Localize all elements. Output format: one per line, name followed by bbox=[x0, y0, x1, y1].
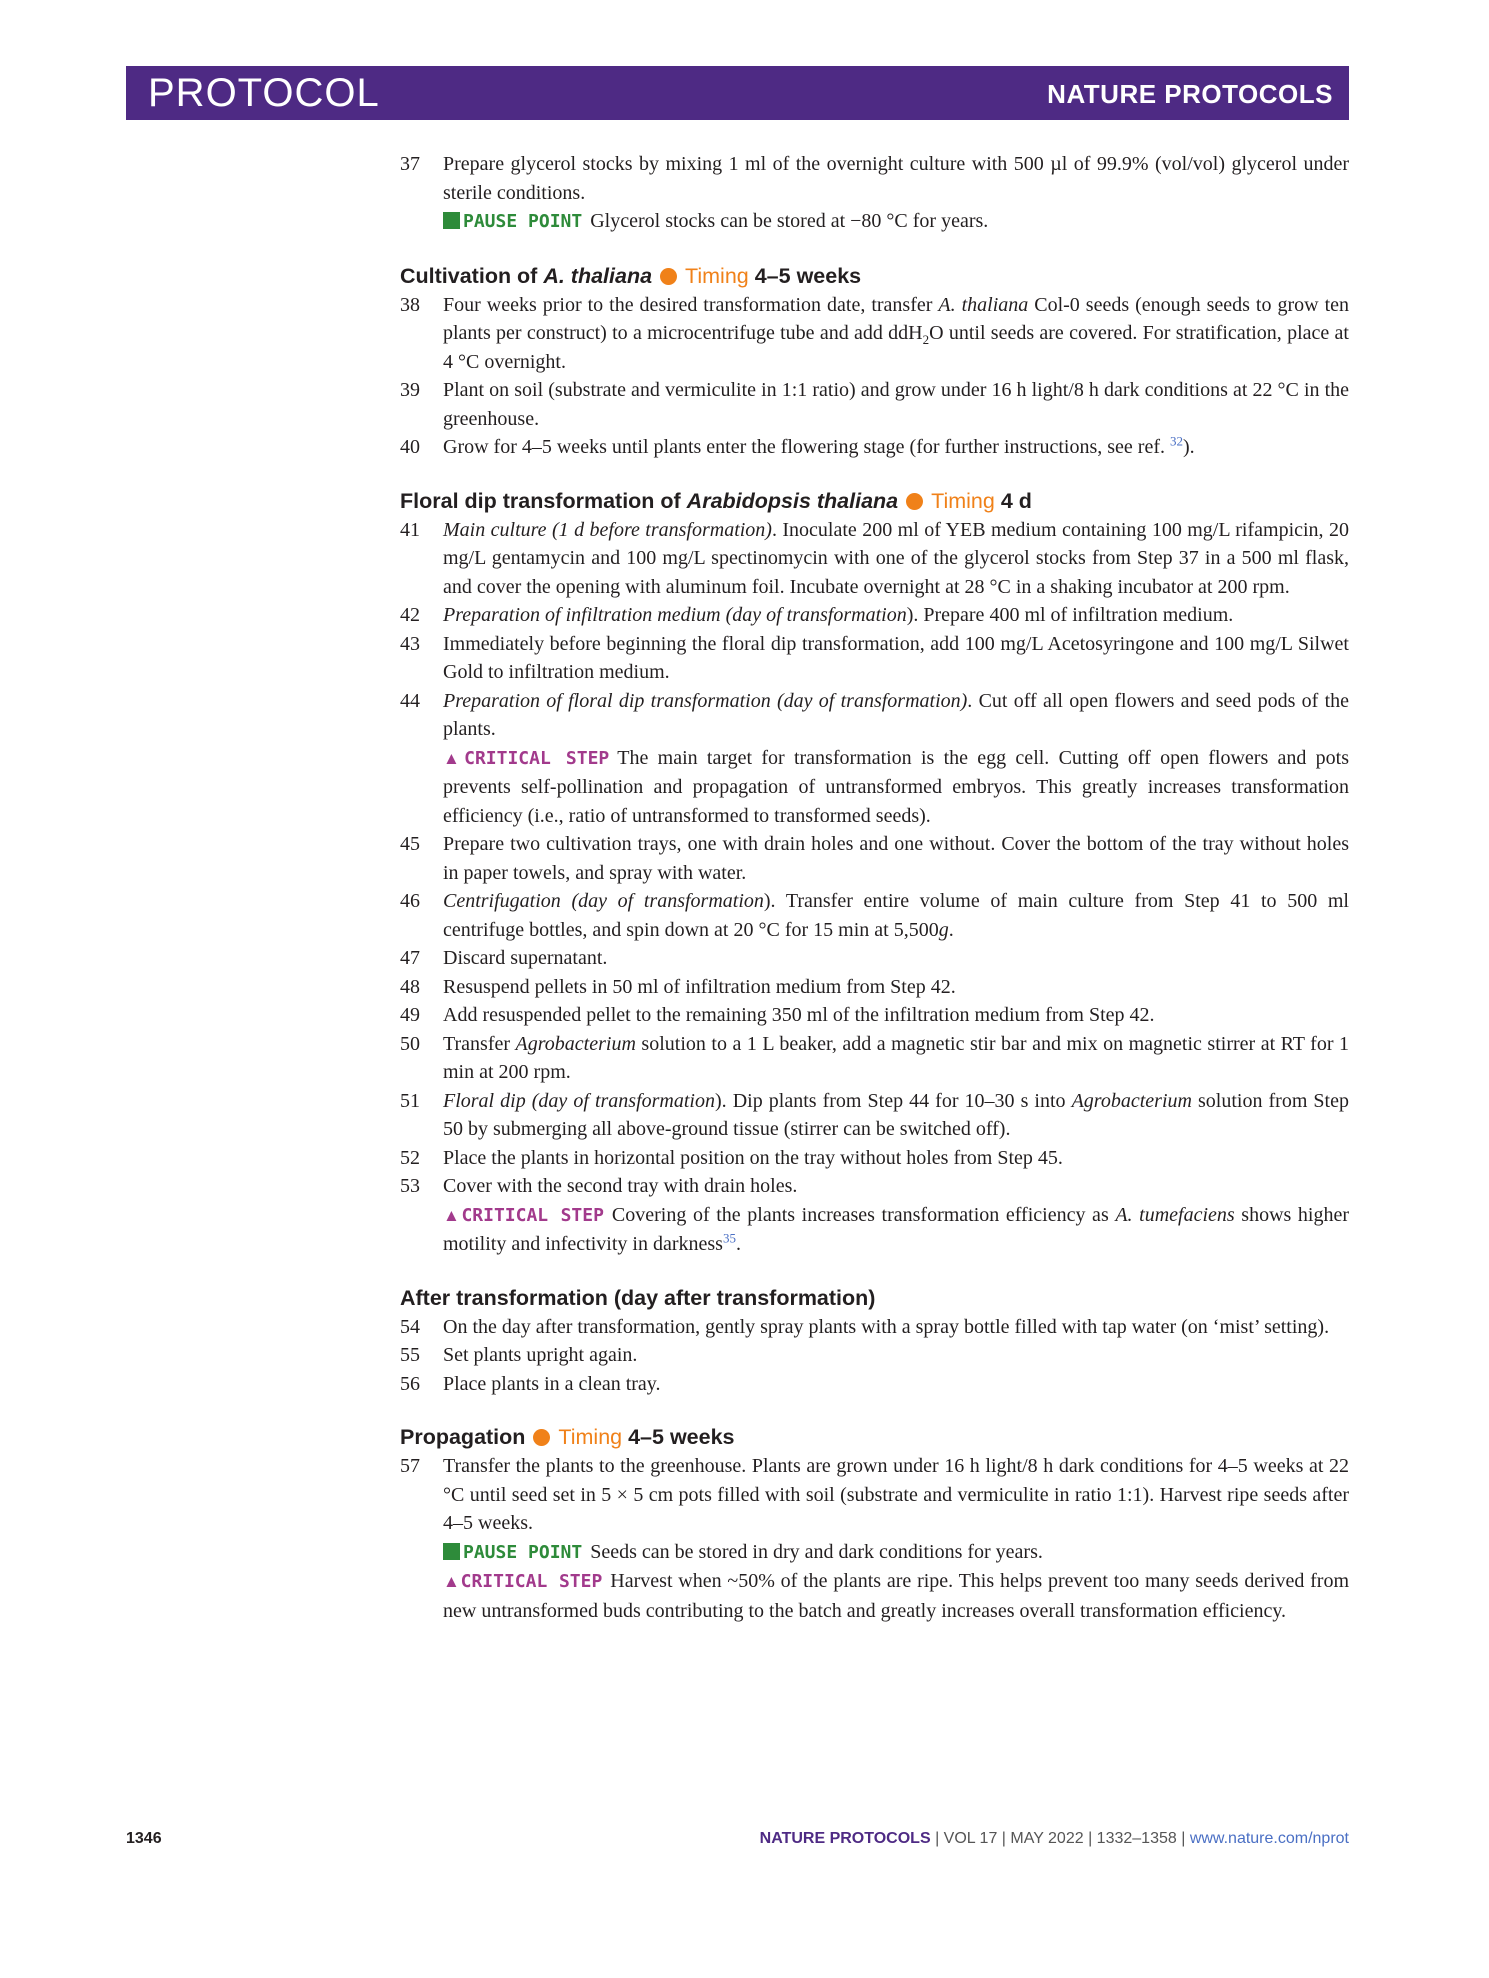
step-text: . Cut off all open flowers and seed pods of the plants. bbox=[443, 689, 1350, 740]
species-name: A. tumefaciens bbox=[1115, 1203, 1235, 1226]
step-title: Main culture (1 d before transformation) bbox=[443, 518, 772, 541]
step-text: Set plants upright again. bbox=[443, 1344, 638, 1366]
step-number: 57 bbox=[400, 1455, 420, 1477]
step-title: Preparation of infiltration medium (day of transformation bbox=[443, 604, 907, 626]
heading-text: Propagation bbox=[400, 1425, 526, 1449]
step-47 bbox=[400, 944, 1349, 973]
critical-triangle-icon: ▲ bbox=[443, 1205, 462, 1225]
step-54 bbox=[400, 1313, 1349, 1342]
step-53 bbox=[400, 1172, 1349, 1201]
step-text: ). Prepare 400 ml of infiltration medium. bbox=[906, 604, 1234, 626]
timing-label: Timing bbox=[931, 488, 995, 513]
timing-duration: 4–5 weeks bbox=[628, 1425, 735, 1449]
heading-species: A. thaliana bbox=[543, 263, 653, 288]
critical-step-53 bbox=[400, 1201, 1349, 1259]
pause-point-label: PAUSE POINT bbox=[463, 211, 583, 232]
critical-step-57 bbox=[400, 1567, 1349, 1625]
step-38 bbox=[400, 291, 1349, 377]
step-number: 40 bbox=[400, 436, 420, 458]
critical-triangle-icon: ▲ bbox=[443, 748, 465, 768]
step-number: 48 bbox=[400, 975, 420, 998]
step-text: ). Dip plants from Step 44 for 10–30 s into bbox=[715, 1089, 1072, 1112]
step-55 bbox=[400, 1341, 1349, 1370]
step-number: 39 bbox=[400, 379, 420, 401]
critical-step-text: Covering of the plants increases transformation efficiency as bbox=[611, 1203, 1116, 1226]
pause-point-text: Seeds can be stored in dry and dark conditions for years. bbox=[590, 1540, 1043, 1563]
footer-separator: | bbox=[997, 1830, 1011, 1847]
heading-species: Arabidopsis thaliana bbox=[686, 488, 899, 513]
step-text: Cover with the second tray with drain holes. bbox=[443, 1175, 798, 1197]
step-57 bbox=[400, 1452, 1349, 1538]
step-46 bbox=[400, 887, 1349, 944]
step-text: Resuspend pellets in 50 ml of infiltration medium from Step 42. bbox=[443, 975, 956, 998]
step-title: Centrifugation (day of transformation bbox=[443, 890, 764, 912]
footer-separator: | bbox=[1083, 1830, 1097, 1847]
critical-step-text: . bbox=[735, 1233, 741, 1255]
timing-label: Timing bbox=[685, 263, 749, 288]
pause-point-icon bbox=[443, 212, 460, 229]
step-text: ). Transfer entire volume of main culture from Step 41 to 500 ml centrifuge bottles, and spin down at 20 °C for 15 min at 5,500 bbox=[443, 890, 1349, 941]
timing-dot-icon bbox=[660, 268, 677, 285]
species-name: A. thaliana bbox=[938, 293, 1029, 316]
heading-text: After transformation (day after transformation) bbox=[400, 1285, 876, 1310]
timing-dot-icon bbox=[533, 1429, 550, 1446]
section-label: PROTOCOL bbox=[148, 71, 380, 115]
footer-date: MAY 2022 bbox=[1010, 1830, 1084, 1847]
main-content bbox=[400, 150, 1349, 1625]
critical-step-text: Harvest when ~50% of the plants are ripe. This helps prevent too many seeds derived from new untransformed buds contributing to the batch and greatly increases overall transformation efficiency. bbox=[443, 1570, 1349, 1622]
step-text: On the day after transformation, gently spray plants with a spray bottle filled with tap water (on ‘mist’ setting). bbox=[443, 1315, 1330, 1338]
step-44 bbox=[400, 687, 1349, 744]
unit-g: g bbox=[938, 918, 949, 941]
footer-separator: | bbox=[1176, 1830, 1190, 1847]
step-42 bbox=[400, 601, 1349, 630]
timing-dot-icon bbox=[906, 493, 923, 510]
step-text: solution from Step 50 by submerging all above-ground tissue (stirrer can be switched off). bbox=[443, 1089, 1349, 1140]
step-text: . Inoculate 200 ml of YEB medium containing 100 mg/L rifampicin, 20 mg/L gentamycin and 100 mg/L spectinomycin with one of the glycerol stocks from Step 37 in a 500 ml flask, and cover the opening with aluminum foil. Incubate overnight at 28 °C in a shaking incubator at 200 rpm. bbox=[443, 518, 1349, 598]
step-number: 51 bbox=[400, 1089, 420, 1112]
step-text: Plant on soil (substrate and vermiculite in 1:1 ratio) and grow under 16 h light/8 h dark conditions at 22 °C in the greenhouse. bbox=[443, 379, 1349, 430]
step-41 bbox=[400, 516, 1349, 602]
pause-point-label: PAUSE POINT bbox=[463, 1541, 583, 1563]
step-39 bbox=[400, 376, 1349, 433]
heading-text: Cultivation of bbox=[400, 263, 544, 288]
species-name: Agrobacterium bbox=[515, 1032, 636, 1055]
step-text: Transfer bbox=[443, 1032, 516, 1055]
species-name: Agrobacterium bbox=[1071, 1089, 1192, 1112]
step-37 bbox=[400, 150, 1349, 207]
critical-step-text: shows higher motility and infectivity in darkness bbox=[443, 1203, 1349, 1255]
step-text: Add resuspended pellet to the remaining 350 ml of the infiltration medium from Step 42. bbox=[443, 1004, 1155, 1026]
step-number: 50 bbox=[400, 1032, 420, 1055]
critical-step-text: The main target for transformation is the egg cell. Cutting off open flowers and pots prevents self-pollination and propagation of untransformed embryos. This greatly increases transformation efficiency (i.e., ratio of untransformed to transformed seeds). bbox=[443, 746, 1349, 827]
step-number: 45 bbox=[400, 833, 420, 855]
step-number: 49 bbox=[400, 1004, 420, 1026]
step-number: 37 bbox=[400, 153, 420, 175]
header-banner bbox=[126, 66, 1349, 120]
subscript: 2 bbox=[922, 332, 930, 347]
step-51 bbox=[400, 1087, 1349, 1144]
step-56 bbox=[400, 1370, 1349, 1399]
step-number: 55 bbox=[400, 1344, 420, 1366]
step-52 bbox=[400, 1144, 1349, 1173]
journal-label: NATURE PROTOCOLS bbox=[1047, 79, 1333, 109]
step-number: 47 bbox=[400, 947, 420, 969]
timing-duration: 4–5 weeks bbox=[754, 263, 862, 288]
footer-volume: VOL 17 bbox=[943, 1830, 998, 1847]
step-text: Prepare two cultivation trays, one with drain holes and one without. Cover the bottom of the tray without holes in paper towels, and spray with water. bbox=[443, 833, 1349, 884]
section-heading-floral-dip bbox=[400, 486, 1349, 516]
step-number: 53 bbox=[400, 1175, 420, 1197]
step-text: Col-0 seeds (enough seeds to grow ten plants per construct) to a microcentrifuge tube and add ddH bbox=[443, 293, 1349, 344]
step-text: Place plants in a clean tray. bbox=[443, 1372, 661, 1395]
critical-step-label: CRITICAL STEP bbox=[461, 1204, 604, 1226]
footer-journal: NATURE PROTOCOLS bbox=[759, 1830, 931, 1847]
pause-point-37 bbox=[400, 207, 1349, 237]
step-number: 42 bbox=[400, 604, 420, 626]
page-number: 1346 bbox=[126, 1830, 162, 1847]
footer-url-link[interactable]: www.nature.com/nprot bbox=[1189, 1830, 1349, 1847]
step-50 bbox=[400, 1030, 1349, 1087]
step-title: Preparation of floral dip transformation (day of transformation) bbox=[443, 689, 968, 712]
step-number: 38 bbox=[400, 293, 420, 316]
step-number: 43 bbox=[400, 632, 420, 655]
step-text: ). bbox=[1183, 436, 1195, 458]
critical-triangle-icon: ▲ bbox=[443, 1572, 461, 1591]
step-45 bbox=[400, 830, 1349, 887]
step-number: 56 bbox=[400, 1372, 420, 1395]
critical-step-label: CRITICAL STEP bbox=[464, 747, 610, 769]
critical-step-label: CRITICAL STEP bbox=[460, 1571, 603, 1592]
section-heading-after-transformation bbox=[400, 1283, 1349, 1313]
step-40 bbox=[400, 433, 1349, 462]
step-text: Grow for 4–5 weeks until plants enter the flowering stage (for further instructions, see ref. bbox=[443, 436, 1171, 458]
pause-point-57 bbox=[400, 1538, 1349, 1568]
step-text: Four weeks prior to the desired transformation date, transfer bbox=[443, 293, 939, 316]
critical-step-44 bbox=[400, 744, 1349, 831]
step-number: 41 bbox=[400, 518, 420, 541]
reference-link[interactable]: 32 bbox=[1170, 433, 1184, 449]
timing-duration: 4 d bbox=[1000, 488, 1032, 513]
footer-citation bbox=[760, 1830, 1349, 1848]
pause-point-text: Glycerol stocks can be stored at −80 °C for years. bbox=[590, 210, 989, 232]
footer-pages: 1332–1358 bbox=[1096, 1830, 1177, 1847]
step-48 bbox=[400, 973, 1349, 1002]
step-text: solution to a 1 L beaker, add a magnetic stir bar and mix on magnetic stirrer at RT for 1 min at 200 rpm. bbox=[443, 1032, 1349, 1083]
step-number: 46 bbox=[400, 890, 420, 912]
step-text: . bbox=[948, 918, 954, 941]
pause-point-icon bbox=[443, 1543, 460, 1560]
timing-label: Timing bbox=[558, 1425, 623, 1449]
step-text: Prepare glycerol stocks by mixing 1 ml of the overnight culture with 500 µl of 99.9% (vol/vol) glycerol under sterile conditions. bbox=[443, 153, 1349, 204]
footer-separator: | bbox=[930, 1830, 944, 1847]
step-text: Place the plants in horizontal position on the tray without holes from Step 45. bbox=[443, 1146, 1063, 1169]
step-43 bbox=[400, 630, 1349, 687]
step-number: 54 bbox=[400, 1315, 420, 1338]
step-number: 52 bbox=[400, 1146, 420, 1169]
step-title: Floral dip (day of transformation bbox=[443, 1089, 715, 1112]
section-heading-propagation bbox=[400, 1422, 1349, 1452]
step-text: Transfer the plants to the greenhouse. Plants are grown under 16 h light/8 h dark conditions for 4–5 weeks at 22 °C until seed set in 5 × 5 cm pots filled with soil (substrate and vermiculite in ratio 1:1). Harvest ripe seeds after 4–5 weeks. bbox=[443, 1455, 1349, 1534]
step-text: Discard supernatant. bbox=[443, 947, 608, 969]
step-text: O until seeds are covered. For stratification, place at 4 °C overnight. bbox=[443, 322, 1349, 373]
step-text: Immediately before beginning the floral dip transformation, add 100 mg/L Acetosyringone and 100 mg/L Silwet Gold to infiltration medium. bbox=[443, 632, 1349, 683]
step-number: 44 bbox=[400, 689, 420, 712]
reference-link[interactable]: 35 bbox=[722, 1230, 736, 1246]
heading-text: Floral dip transformation of bbox=[400, 488, 687, 513]
section-heading-cultivation bbox=[400, 261, 1349, 291]
step-49 bbox=[400, 1001, 1349, 1030]
